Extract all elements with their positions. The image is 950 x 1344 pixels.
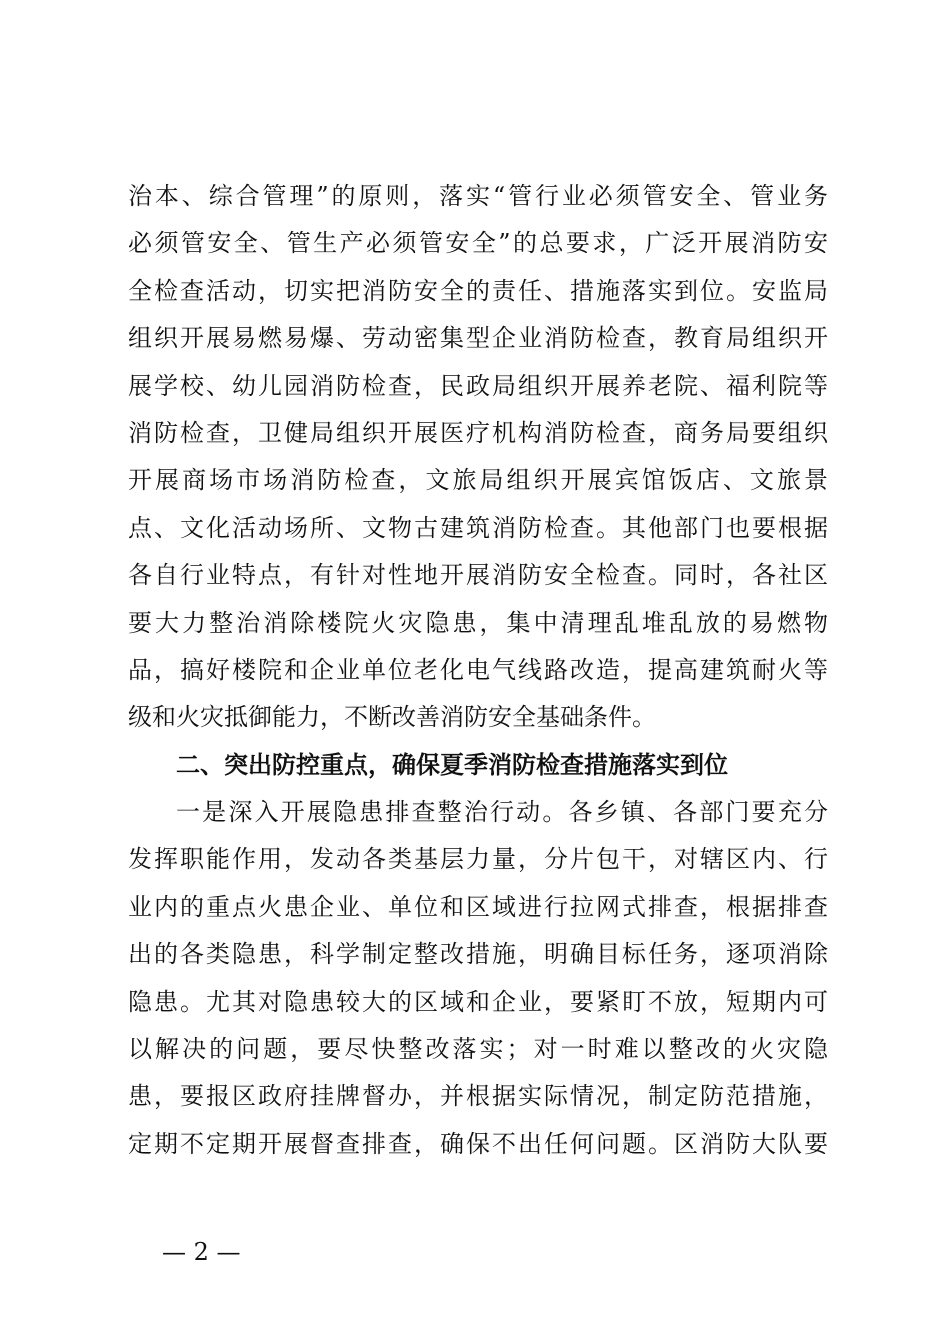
- text-line: 要大力整治消除楼院火灾隐患，集中清理乱堆乱放的易燃物: [128, 608, 828, 637]
- text-line: 发挥职能作用，发动各类基层力量，分片包干，对辖区内、行: [128, 845, 828, 874]
- text-line: 隐患。尤其对隐患较大的区域和企业，要紧盯不放，短期内可: [128, 987, 828, 1016]
- document-body: [128, 173, 828, 1168]
- text-line: 业内的重点火患企业、单位和区域进行拉网式排查，根据排查: [128, 892, 828, 921]
- text-line: 出的各类隐患，科学制定整改措施，明确目标任务，逐项消除: [128, 940, 828, 969]
- text-line: 级和火灾抵御能力，不断改善消防安全基础条件。: [128, 703, 656, 732]
- section-heading: 二、突出防控重点，确保夏季消防检查措施落实到位: [176, 750, 728, 779]
- paragraph-1: [128, 173, 828, 742]
- page-number: — 2 —: [162, 1238, 241, 1266]
- text-line: 品，搞好楼院和企业单位老化电气线路改造，提高建筑耐火等: [128, 655, 828, 684]
- text-line: 必须管安全、管生产必须管安全”的总要求，广泛开展消防安: [128, 229, 828, 258]
- text-line: 一是深入开展隐患排查整治行动。各乡镇、各部门要充分: [176, 798, 828, 827]
- text-line: 各自行业特点，有针对性地开展消防安全检查。同时，各社区: [128, 561, 828, 590]
- text-line: 点、文化活动场所、文物古建筑消防检查。其他部门也要根据: [128, 513, 828, 542]
- text-line: 定期不定期开展督查排查，确保不出任何问题。区消防大队要: [128, 1129, 828, 1158]
- text-line: 治本、综合管理”的原则，落实“管行业必须管安全、管业务: [128, 182, 828, 210]
- text-line: 以解决的问题，要尽快整改落实；对一时难以整改的火灾隐: [128, 1035, 828, 1064]
- text-line: 开展商场市场消防检查，文旅局组织开展宾馆饭店、文旅景: [128, 466, 828, 495]
- text-line: 展学校、幼儿园消防检查，民政局组织开展养老院、福利院等: [128, 371, 828, 400]
- text-line: 全检查活动，切实把消防安全的责任、措施落实到位。安监局: [128, 276, 828, 305]
- text-line: 组织开展易燃易爆、劳动密集型企业消防检查，教育局组织开: [128, 324, 828, 353]
- text-line: 患，要报区政府挂牌督办，并根据实际情况，制定防范措施，: [128, 1082, 828, 1111]
- paragraph-2: [128, 789, 828, 1168]
- text-line: 消防检查，卫健局组织开展医疗机构消防检查，商务局要组织: [128, 418, 828, 447]
